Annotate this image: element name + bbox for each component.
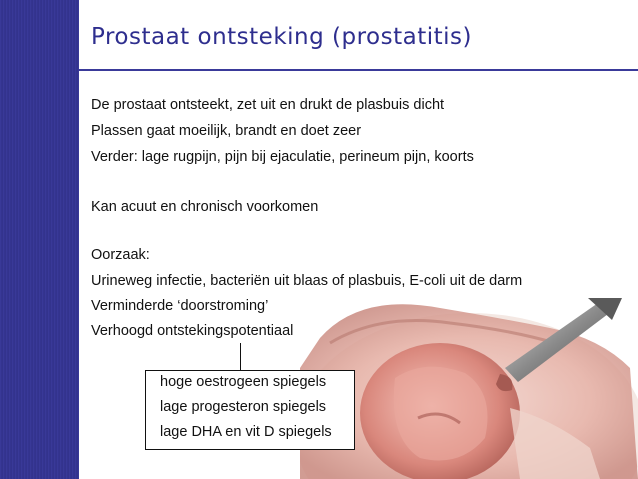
body-line-inflammation: De prostaat ontsteekt, zet uit en drukt de plasbuis dicht [91, 97, 445, 113]
callout-line-dha-vitd: lage DHA en vit D spiegels [160, 424, 332, 440]
body-line-cause-infection: Urineweg infectie, bacteriën uit blaas of plasbuis, E-coli uit de darm [91, 273, 523, 289]
callout-line-estrogen: hoge oestrogeen spiegels [160, 374, 327, 390]
callout-box [145, 370, 355, 450]
callout-connector [240, 343, 241, 371]
body-line-cause-heading: Oorzaak: [91, 247, 150, 263]
body-line-urination: Plassen gaat moeilijk, brandt en doet zeer [91, 123, 362, 139]
slide-title: Prostaat ontsteking (prostatitis) [91, 24, 472, 50]
sidebar-stripe [0, 0, 79, 479]
title-divider [79, 69, 638, 71]
body-line-acute-chronic: Kan acuut en chronisch voorkomen [91, 199, 319, 215]
callout-line-progesterone: lage progesteron spiegels [160, 399, 327, 415]
body-line-symptoms: Verder: lage rugpijn, pijn bij ejaculatie, perineum pijn, koorts [91, 149, 474, 165]
body-line-inflammation-potential: Verhoogd ontstekingspotentiaal [91, 323, 294, 339]
body-line-flow: Verminderde ‘doorstroming’ [91, 298, 269, 314]
